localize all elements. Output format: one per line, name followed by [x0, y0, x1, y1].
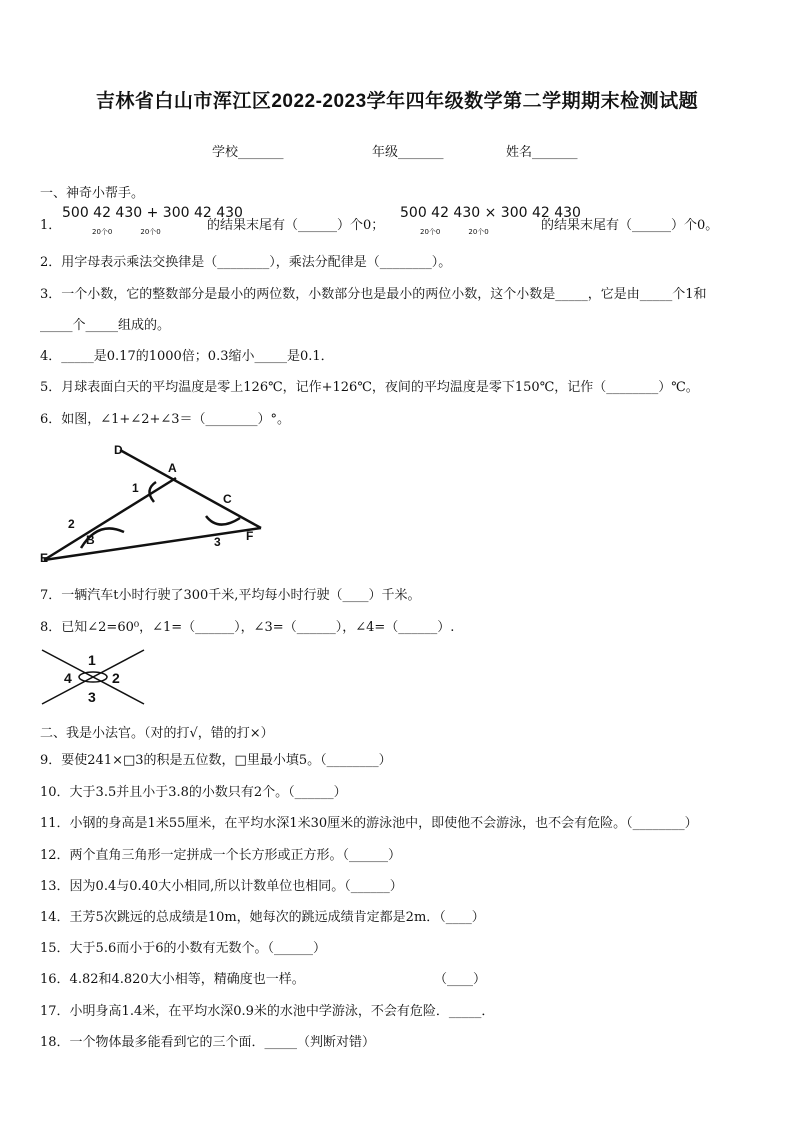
q1-expr1-sub: 20个0 20个0	[92, 228, 161, 236]
line-EF	[44, 528, 261, 560]
label-angle-3: 3	[214, 535, 221, 549]
q1-expr1: 500 42 430 + 300 42 430	[62, 205, 243, 221]
label-3: 3	[88, 689, 96, 705]
q14: 14．王芳5次跳远的总成绩是10m，她每次的跳远成绩肯定都是2m．（____）	[40, 910, 485, 925]
q2: 2．用字母表示乘法交换律是（________），乘法分配律是（________）。	[40, 255, 452, 270]
label-E: E	[40, 551, 49, 565]
section-1-heading: 一、神奇小帮手。	[40, 186, 145, 201]
label-C: C	[223, 492, 232, 506]
label-B: B	[86, 533, 95, 547]
q1-number: 1．	[40, 218, 62, 233]
label-angle-2: 2	[68, 517, 75, 531]
line-EA	[44, 478, 176, 560]
q8: 8．已知∠2=60⁰，∠1=（______），∠3=（______），∠4=（______）.	[40, 620, 455, 635]
angle-figure	[36, 440, 276, 570]
line-DF	[120, 450, 261, 528]
label-F: F	[246, 529, 254, 543]
q12: 12．两个直角三角形一定拼成一个长方形或正方形。（______）	[40, 848, 402, 863]
cross-figure	[38, 646, 150, 708]
school-field: 学校_______	[212, 145, 284, 160]
q13: 13．因为0.4与0.40大小相同,所以计数单位也相同。（______）	[40, 879, 403, 894]
q17: 17．小明身高1.4米，在平均水深0.9米的水池中学游泳，不会有危险．_____．	[40, 1004, 495, 1019]
label-1: 1	[88, 652, 96, 668]
q15: 15．大于5.6而小于6的小数有无数个。（______）	[40, 941, 326, 956]
q5: 5．月球表面白天的平均温度是零上126℃，记作+126℃，夜间的平均温度是零下150℃，记作（________）℃。	[40, 380, 699, 395]
q9: 9．要使241×□3的积是五位数，□里最小填5。（________）	[40, 753, 392, 768]
arc-3	[206, 516, 240, 525]
q1-mid: 的结果末尾有（______）个0；	[207, 218, 385, 233]
section-2-heading: 二、我是小法官。（对的打√，错的打×）	[40, 726, 274, 741]
q4: 4．_____是0.17的1000倍；0.3缩小_____是0.1．	[40, 349, 334, 364]
grade-field: 年级_______	[372, 145, 444, 160]
q16: 16．4.82和4.820大小相等，精确度也一样。	[40, 972, 305, 987]
q10: 10．大于3.5并且小于3.8的小数只有2个。（______）	[40, 785, 347, 800]
q11: 11．小钢的身高是1米55厘米，在平均水深1米30厘米的游泳池中，即使他不会游泳，也不会有危险。（________）	[40, 816, 698, 831]
q3-line1: 3．一个小数，它的整数部分是最小的两位数，小数部分也是最小的两位小数，这个小数是_____，它是由_____个1和	[40, 287, 707, 302]
q1-expr2: 500 42 430 × 300 42 430	[400, 205, 581, 221]
name-field: 姓名_______	[506, 145, 578, 160]
q16-blank: （____）	[434, 972, 487, 987]
label-2: 2	[112, 670, 120, 686]
label-A: A	[168, 461, 177, 475]
q1-expr2-sub: 20个0 20个0	[420, 228, 489, 236]
page-title: 吉林省白山市浑江区2022-2023学年四年级数学第二学期期末检测试题	[95, 91, 699, 112]
q1-end: 的结果末尾有（______）个0。	[541, 218, 719, 233]
q6: 6．如图，∠1+∠2+∠3＝（________）°。	[40, 412, 291, 427]
q7: 7．一辆汽车t小时行驶了300千米,平均每小时行驶（____）千米。	[40, 588, 421, 603]
label-angle-1: 1	[132, 481, 139, 495]
label-D: D	[114, 443, 123, 457]
label-4: 4	[64, 670, 72, 686]
q3-line2: _____个_____组成的。	[40, 318, 171, 333]
q18: 18．一个物体最多能看到它的三个面．_____（判断对错）	[40, 1035, 376, 1050]
